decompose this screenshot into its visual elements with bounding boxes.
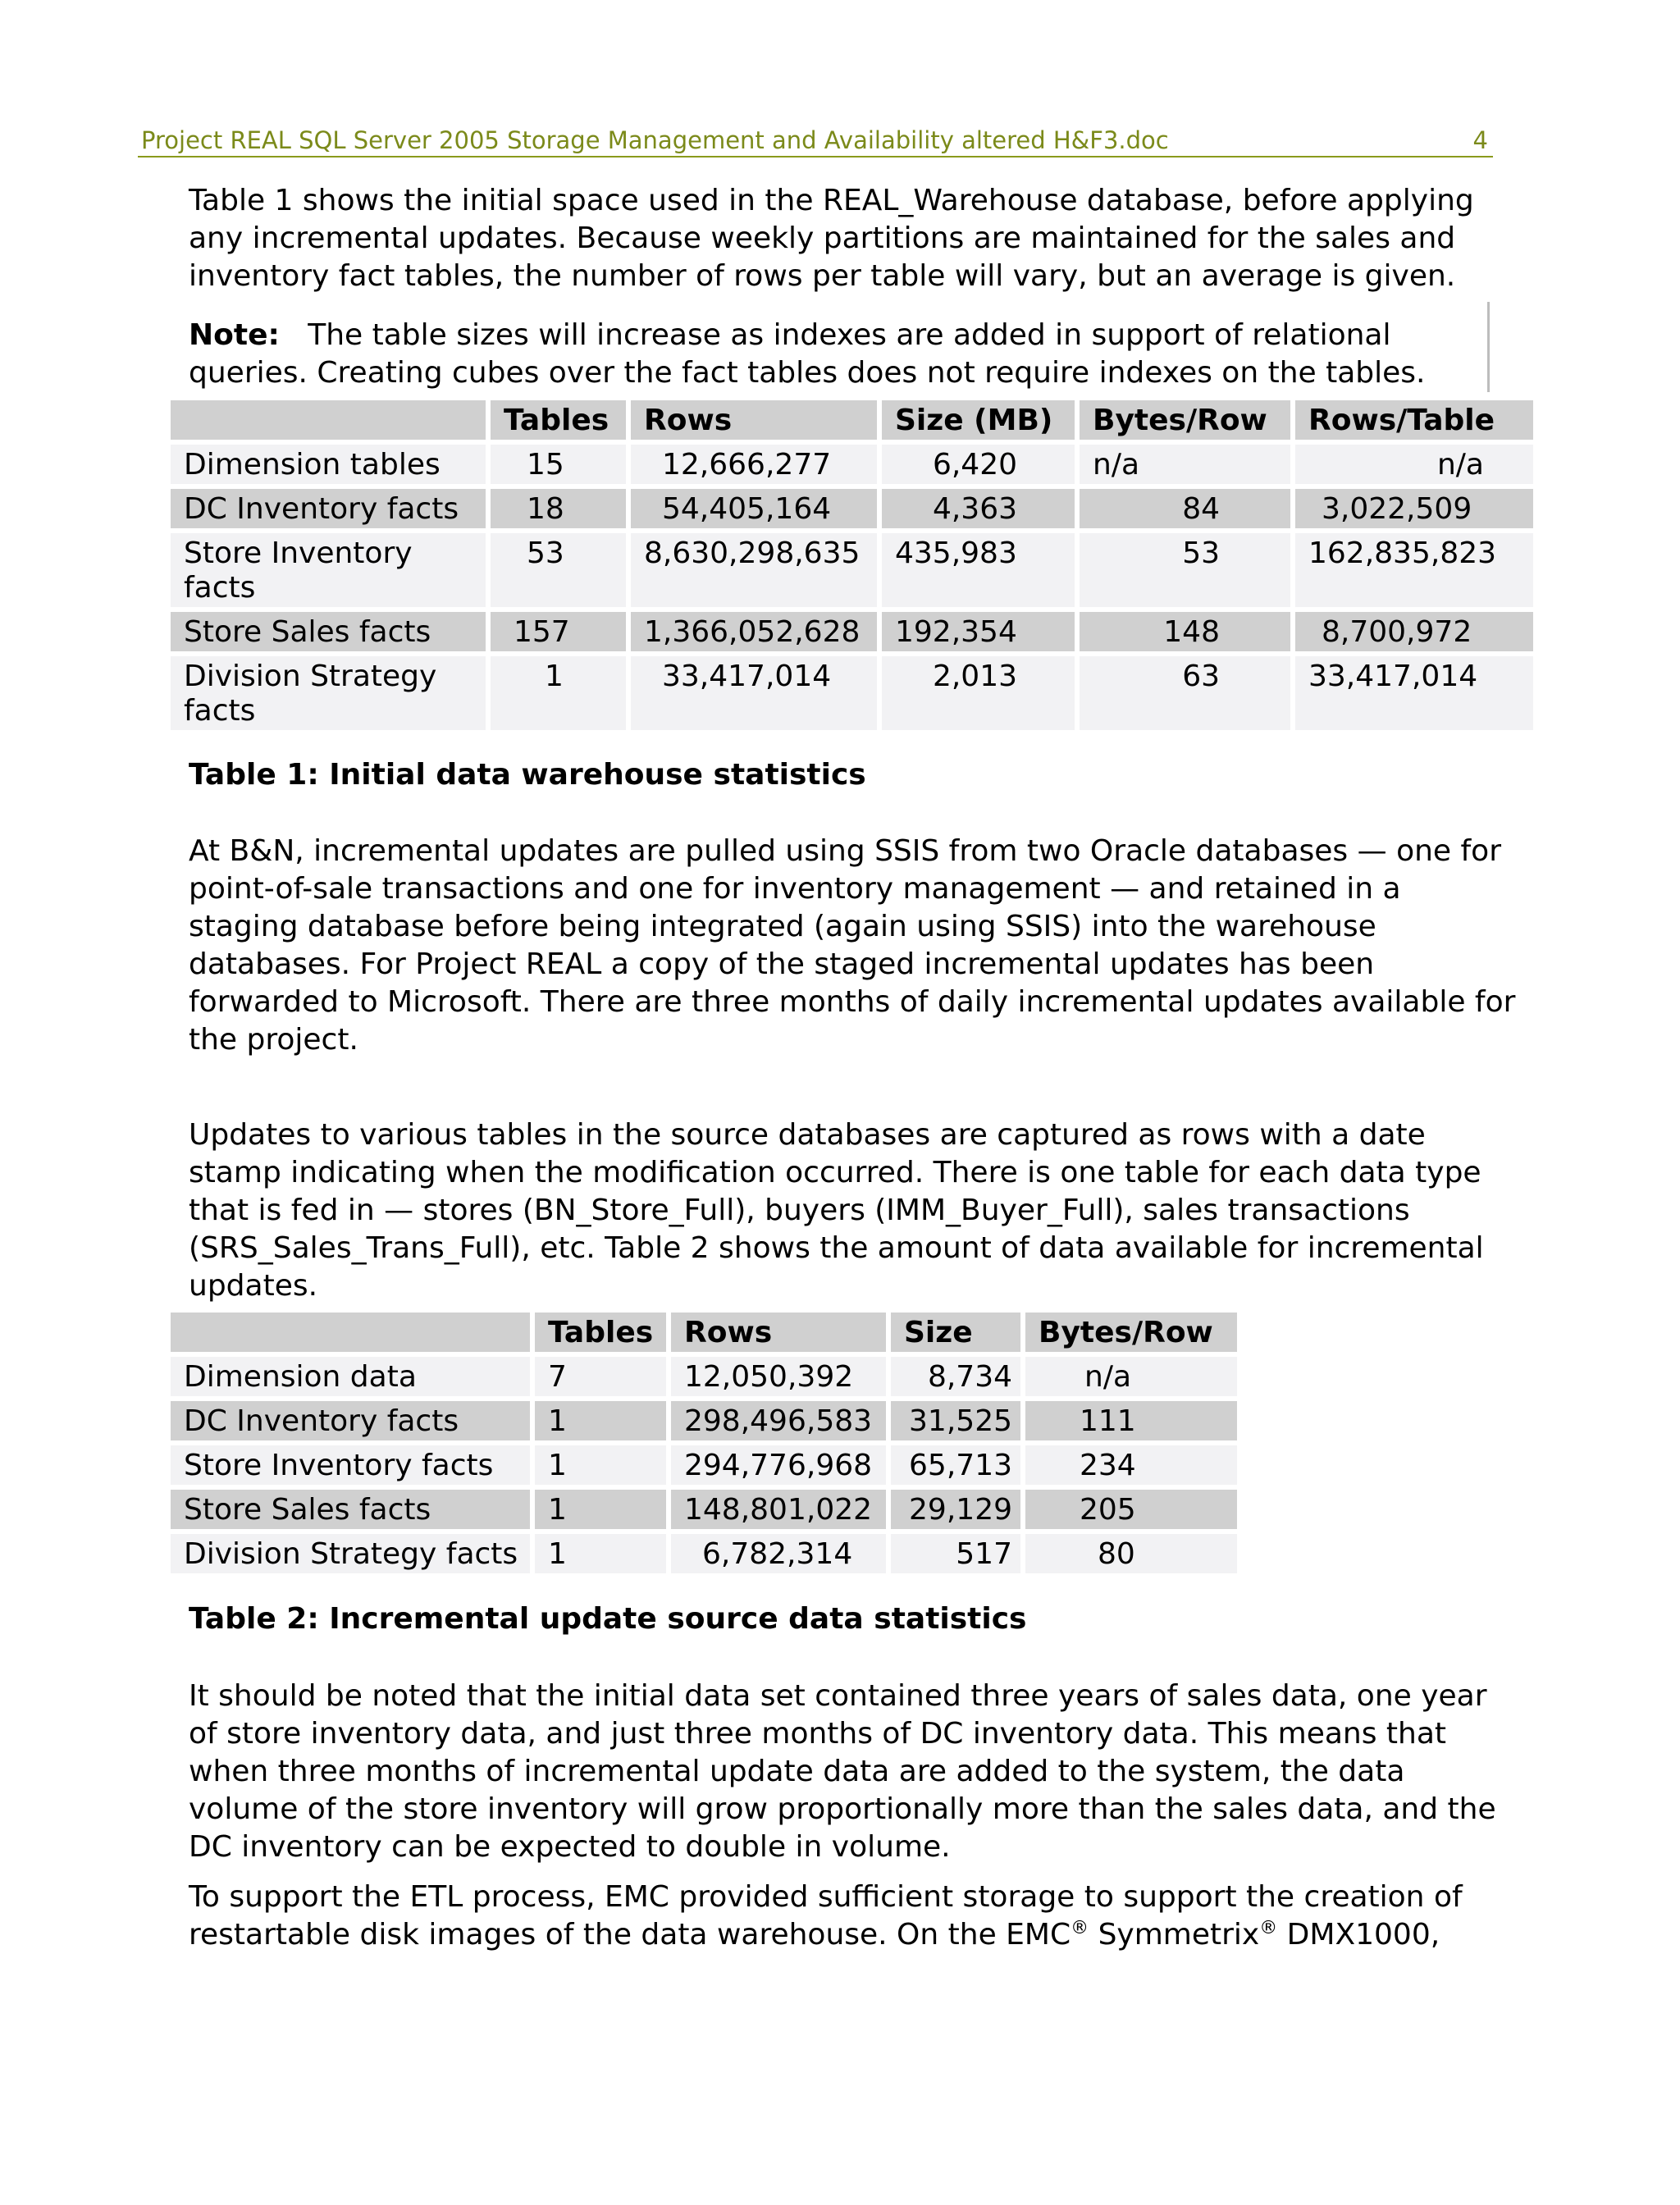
table-cell: 31,525 — [891, 1401, 1020, 1440]
column-header: Size (MB) — [882, 400, 1075, 440]
table-cell: DC Inventory facts — [171, 489, 486, 528]
table-row — [171, 656, 1533, 730]
table-cell: 1 — [535, 1534, 666, 1573]
table-cell: Division Strategy facts — [171, 1534, 530, 1573]
table-cell: 8,734 — [891, 1357, 1020, 1396]
incremental-updates-paragraph: At B&N, incremental updates are pulled using SSIS from two Oracle databases — one for point-of-sale transactions and one for inventory management — and retained in a staging database before being integrated (again using SSIS) into the warehouse databases. For Project REAL a copy of the staged incremental updates has been forwarded to Microsoft. There are three months of daily incremental updates available for the project. — [189, 834, 1516, 1057]
table-cell: 7 — [535, 1357, 666, 1396]
note-text: The table sizes will increase as indexes are added in support of relational queries. Creating cubes over the fact tables does not require indexes on the tables. — [189, 318, 1426, 390]
table-cell: 4,363 — [882, 489, 1075, 528]
table2-caption: Table 2: Incremental update source data statistics — [189, 1602, 1027, 1636]
etl-storage-paragraph — [189, 1879, 1518, 1954]
table-cell: 162,835,823 — [1295, 533, 1533, 607]
table-cell: 8,700,972 — [1295, 612, 1533, 651]
table-row — [171, 1357, 1237, 1396]
table-cell: 111 — [1025, 1401, 1237, 1440]
table1-caption: Table 1: Initial data warehouse statistics — [189, 758, 866, 792]
table-cell: 234 — [1025, 1445, 1237, 1485]
table-cell: 65,713 — [891, 1445, 1020, 1485]
table-row — [171, 489, 1533, 528]
table-header-row — [171, 1312, 1237, 1352]
table-row — [171, 533, 1533, 607]
table-cell: 63 — [1080, 656, 1290, 730]
page-header — [138, 123, 1493, 158]
table-cell: 84 — [1080, 489, 1290, 528]
etl-text-1: To support the ETL process, EMC provided sufficient storage to support the creation of restartable disk images of the data warehouse. On the EMC — [189, 1880, 1463, 1952]
table-cell: 435,983 — [882, 533, 1075, 607]
table-cell: 298,496,583 — [671, 1401, 886, 1440]
registered-mark: ® — [1259, 1918, 1278, 1938]
table-cell: 12,666,277 — [631, 445, 877, 484]
table-cell: 6,782,314 — [671, 1534, 886, 1573]
column-header: Bytes/Row — [1025, 1312, 1237, 1352]
column-header — [171, 1312, 530, 1352]
table-cell: 1 — [535, 1445, 666, 1485]
table-cell: Dimension tables — [171, 445, 486, 484]
registered-mark: ® — [1071, 1918, 1089, 1938]
table-cell: 53 — [1080, 533, 1290, 607]
table-cell: 12,050,392 — [671, 1357, 886, 1396]
table-cell: 1,366,052,628 — [631, 612, 877, 651]
table-incremental-stats — [166, 1308, 1242, 1578]
table-cell: 1 — [535, 1401, 666, 1440]
column-header — [171, 400, 486, 440]
table-row — [171, 445, 1533, 484]
table-cell: 1 — [535, 1490, 666, 1529]
column-header: Bytes/Row — [1080, 400, 1290, 440]
column-header: Tables — [491, 400, 626, 440]
table-cell: 1 — [491, 656, 626, 730]
etl-text-2: Symmetrix — [1089, 1918, 1260, 1952]
column-header: Rows — [671, 1312, 886, 1352]
table-cell: 29,129 — [891, 1490, 1020, 1529]
table-row — [171, 612, 1533, 651]
table-cell: 517 — [891, 1534, 1020, 1573]
table-cell: 18 — [491, 489, 626, 528]
table-cell: 53 — [491, 533, 626, 607]
note-label: Note: — [189, 318, 280, 352]
column-header: Rows/Table — [1295, 400, 1533, 440]
table-cell: 148 — [1080, 612, 1290, 651]
table-cell: n/a — [1080, 445, 1290, 484]
table-cell: 205 — [1025, 1490, 1237, 1529]
column-header: Size — [891, 1312, 1020, 1352]
table-cell: Store Inventory facts — [171, 1445, 530, 1485]
table-cell: 3,022,509 — [1295, 489, 1533, 528]
table-cell: 148,801,022 — [671, 1490, 886, 1529]
intro-paragraph: Table 1 shows the initial space used in the REAL_Warehouse database, before applying any incremental updates. Because weekly partitions are maintained for the sales and inventory fact tables, the number of rows per table will vary, but an average is given. — [189, 184, 1474, 293]
table-cell: 294,776,968 — [671, 1445, 886, 1485]
note-side-rule — [1487, 302, 1490, 392]
document-title: Project REAL SQL Server 2005 Storage Management and Availability altered H&F3.doc — [141, 126, 1169, 154]
table-cell: Division Strategy facts — [171, 656, 486, 730]
page-number: 4 — [1472, 126, 1488, 154]
table-row — [171, 1534, 1237, 1573]
column-header: Rows — [631, 400, 877, 440]
column-header: Tables — [535, 1312, 666, 1352]
data-growth-paragraph: It should be noted that the initial data set contained three years of sales data, one year of store inventory data, and just three months of DC inventory data. This means that when three months of incremental update data are added to the system, the data volume of the store inventory will grow proportionally more than the sales data, and the DC inventory can be expected to double in volume. — [189, 1679, 1496, 1864]
table-cell: Store Sales facts — [171, 612, 486, 651]
table-row — [171, 1401, 1237, 1440]
source-tables-paragraph: Updates to various tables in the source databases are captured as rows with a date stamp indicating when the modification occurred. There is one table for each data type that is fed in — stores (BN_Store_Full), buyers (IMM_Buyer_Full), sales transactions (SRS_Sales_Trans_Full), etc. Table 2 shows the amount of data available for incremental updates. — [189, 1118, 1484, 1303]
table-cell: 157 — [491, 612, 626, 651]
table-cell: 192,354 — [882, 612, 1075, 651]
note-paragraph — [189, 317, 1518, 392]
table-header-row — [171, 400, 1533, 440]
table-row — [171, 1445, 1237, 1485]
table-cell: Store Inventory facts — [171, 533, 486, 607]
table-cell: 80 — [1025, 1534, 1237, 1573]
table-cell: 6,420 — [882, 445, 1075, 484]
table-cell: Dimension data — [171, 1357, 530, 1396]
table-cell: 54,405,164 — [631, 489, 877, 528]
table-initial-stats — [166, 395, 1538, 735]
table-cell: n/a — [1295, 445, 1533, 484]
table-cell: n/a — [1025, 1357, 1237, 1396]
table-cell: 33,417,014 — [1295, 656, 1533, 730]
table-cell: 15 — [491, 445, 626, 484]
table-cell: DC Inventory facts — [171, 1401, 530, 1440]
table-cell: 33,417,014 — [631, 656, 877, 730]
table-cell: 2,013 — [882, 656, 1075, 730]
table-cell: Store Sales facts — [171, 1490, 530, 1529]
table-row — [171, 1490, 1237, 1529]
table-cell: 8,630,298,635 — [631, 533, 877, 607]
etl-text-3: DMX1000, — [1277, 1918, 1440, 1952]
